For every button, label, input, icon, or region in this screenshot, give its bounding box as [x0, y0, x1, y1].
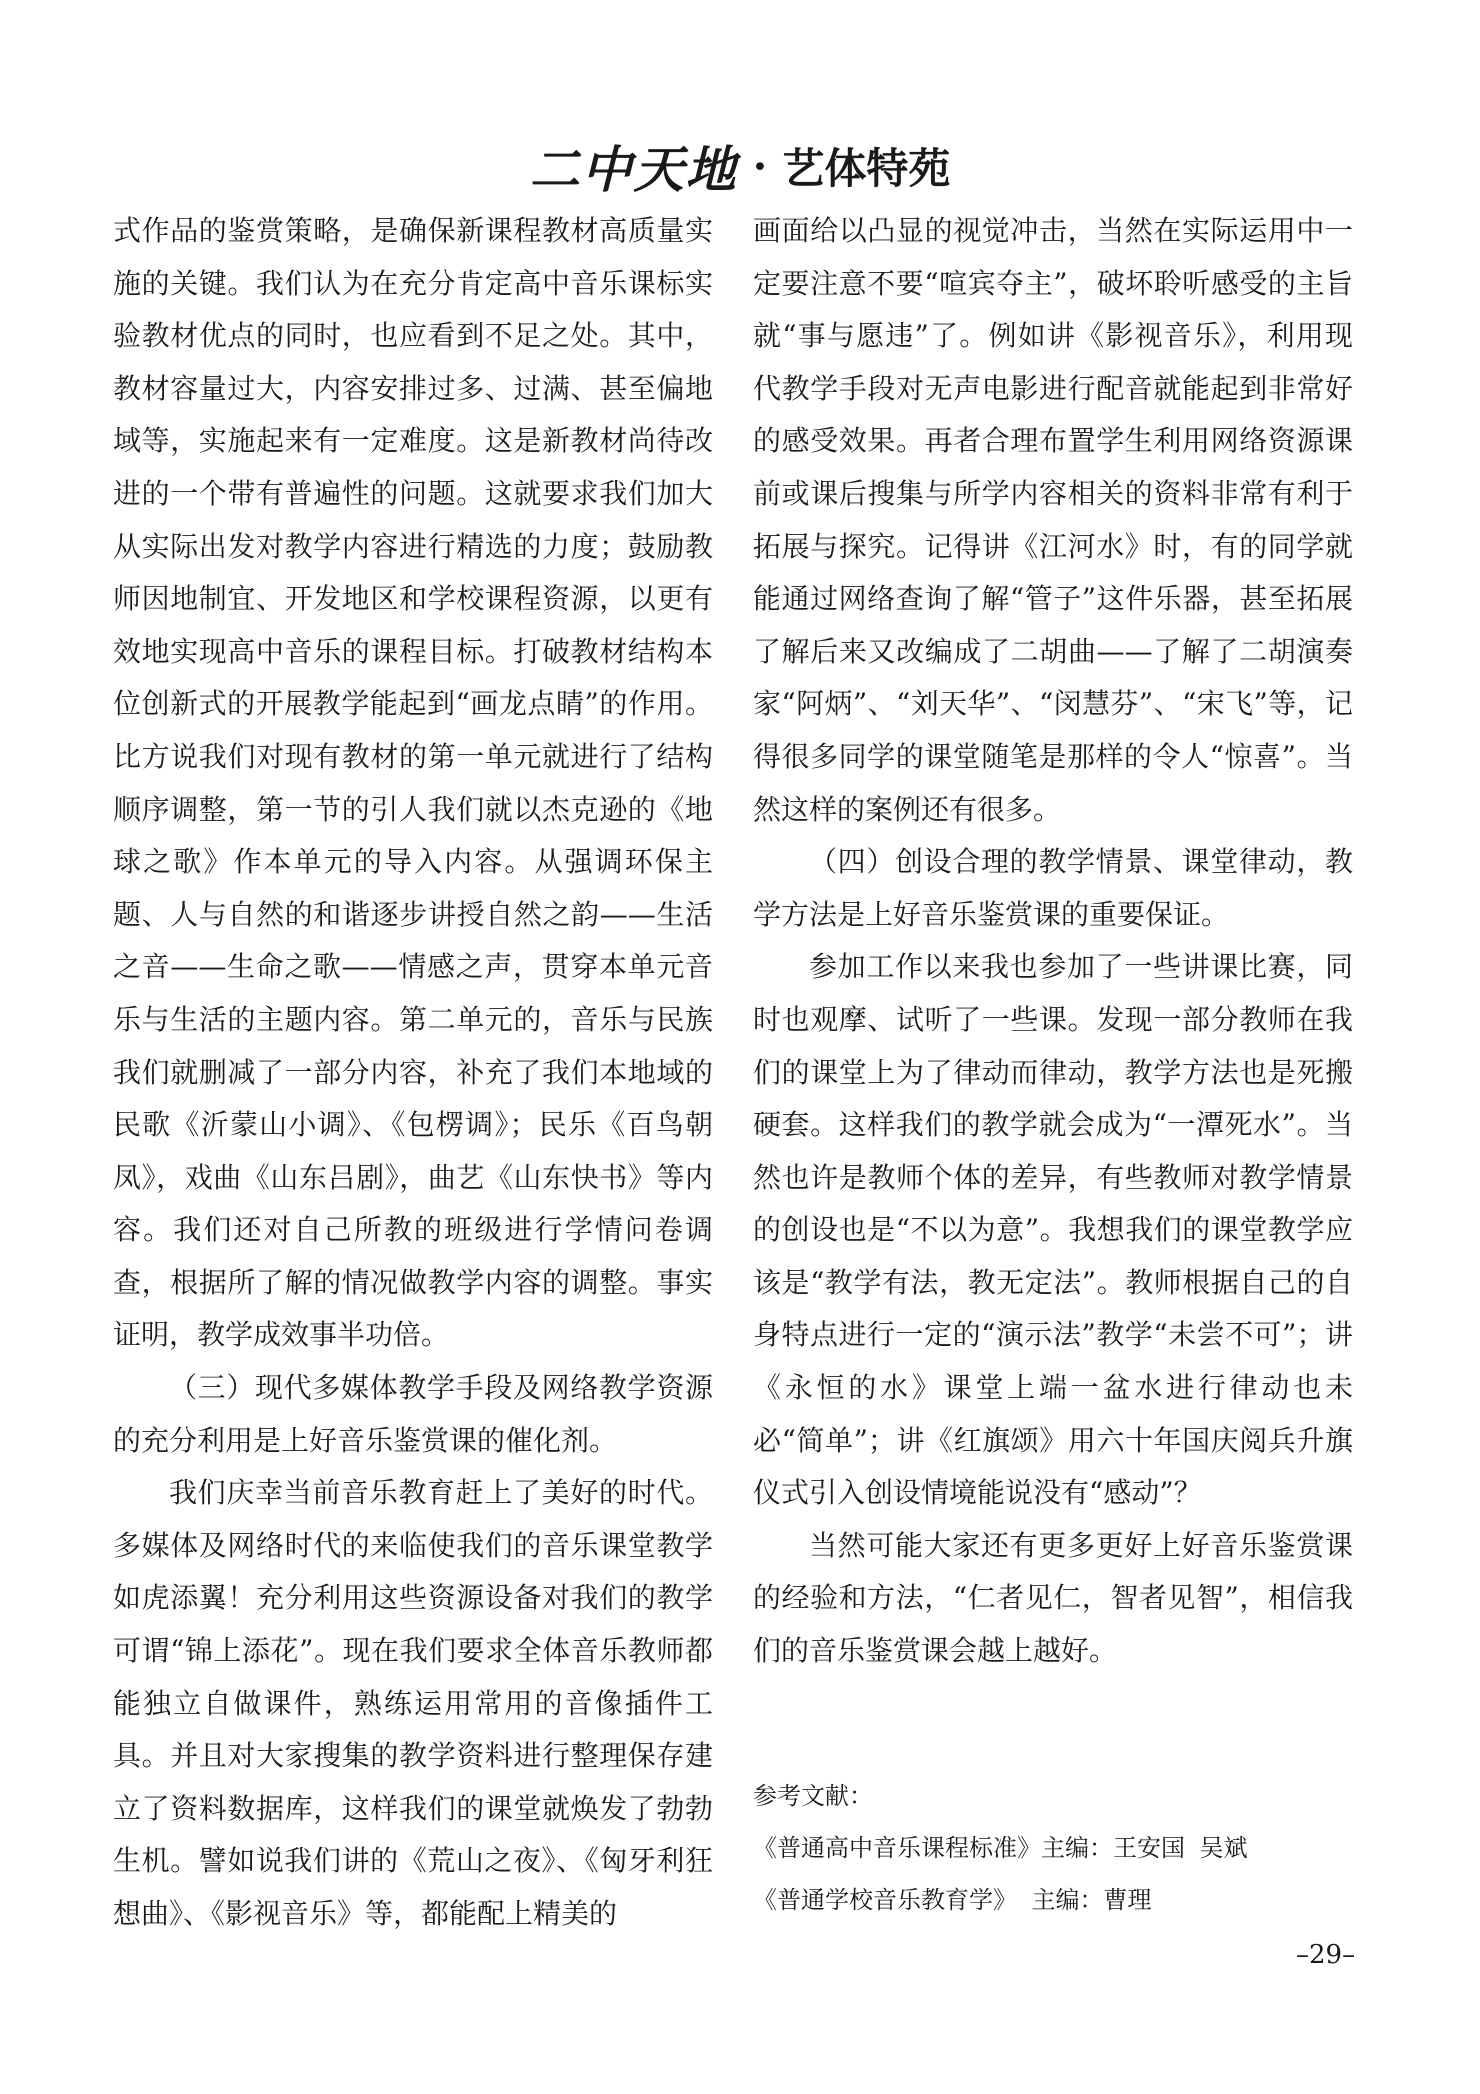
page-number: –29–: [1296, 1940, 1356, 1970]
references-title: 参考文献：: [753, 1782, 873, 1810]
paragraph: （三）现代多媒体教学手段及网络教学资源的充分利用是上好音乐鉴赏课的催化剂。: [113, 1371, 713, 1457]
reference-item: 《普通高中音乐课程标准》主编：王安国 吴斌: [753, 1834, 1248, 1862]
page-header: [0, 130, 1480, 199]
header-section-title: 艺体特苑: [782, 144, 951, 193]
paragraph: （四）创设合理的教学情景、课堂律动，教学方法是上好音乐鉴赏课的重要保证。: [753, 845, 1353, 931]
references: [753, 1770, 1393, 1926]
paragraph: 参加工作以来我也参加了一些讲课比赛，同时也观摩、试听了一些课。发现一部分教师在我们的课堂上为了律动而律动，教学方法也是死搬硬套。这样我们的教学就会成为“一潭死水”。当然也许是教师个体的差异，有些教师对教学情景的创设也是“不以为意”。我想我们的课堂教学应该是“教学有法，教无定法”。教师根据自己的自身特点进行一定的“演示法”教学“未尝不可”；讲《永恒的水》课堂上端一盆水进行律动也未必“简单”；讲《红旗颂》用六十年国庆阅兵升旗仪式引入创设情境能说没有“感动”？: [753, 950, 1353, 1510]
reference-item: 《普通学校音乐教育学》 主编：曹理: [753, 1886, 1152, 1914]
paragraph: 画面给以凸显的视觉冲击，当然在实际运用中一定要注意不要“喧宾夺主”，破坏聆听感受的主旨就“事与愿违”了。例如讲《影视音乐》，利用现代教学手段对无声电影进行配音就能起到非常好的感受效果。再者合理布置学生利用网络资源课前或课后搜集与所学内容相关的资料非常有利于拓展与探究。记得讲《江河水》时，有的同学就能通过网络查询了解“管子”这件乐器，甚至拓展了解后来又改编成了二胡曲——了解了二胡演奏家“阿炳”、“刘天华”、“闵慧芬”、“宋飞”等，记得很多同学的课堂随笔是那样的令人“惊喜”。当然这样的案例还有很多。: [753, 214, 1353, 826]
paragraph: 式作品的鉴赏策略，是确保新课程教材高质量实施的关键。我们认为在充分肯定高中音乐课标实验教材优点的同时，也应看到不足之处。其中，教材容量过大，内容安排过多、过满、甚至偏地域等，实施起来有一定难度。这是新教材尚待改进的一个带有普遍性的问题。这就要求我们加大从实际出发对教学内容进行精选的力度；鼓励教师因地制宜、开发地区和学校课程资源，以更有效地实现高中音乐的课程目标。打破教材结构本位创新式的开展教学能起到“画龙点睛”的作用。比方说我们对现有教材的第一单元就进行了结构顺序调整，第一节的引人我们就以杰克逊的《地球之歌》作本单元的导入内容。从强调环保主题、人与自然的和谐逐步讲授自然之韵——生活之音——生命之歌——情感之声，贯穿本单元音乐与生活的主题内容。第二单元的，音乐与民族我们就删减了一部分内容，补充了我们本地域的民歌《沂蒙山小调》、《包楞调》；民乐《百鸟朝凤》，戏曲《山东吕剧》，曲艺《山东快书》等内容。我们还对自己所教的班级进行学情问卷调查，根据所了解的情况做教学内容的调整。事实证明，教学成效事半功倍。: [113, 214, 713, 1352]
left-column: [113, 205, 713, 1941]
paragraph: 当然可能大家还有更多更好上好音乐鉴赏课的经验和方法，“仁者见仁，智者见智”，相信我们的音乐鉴赏课会越上越好。: [753, 1528, 1353, 1668]
header-separator: ·: [752, 141, 768, 191]
paragraph: 我们庆幸当前音乐教育赶上了美好的时代。多媒体及网络时代的来临使我们的音乐课堂教学如虎添翼！充分利用这些资源设备对我们的教学可谓“锦上添花”。现在我们要求全体音乐教师都能独立自做课件，熟练运用常用的音像插件工具。并且对大家搜集的教学资料进行整理保存建立了资料数据库，这样我们的课堂就焕发了勃勃生机。譬如说我们讲的《荒山之夜》、《匈牙利狂想曲》、《影视音乐》等，都能配上精美的: [113, 1476, 713, 1930]
header-logo: 二中天地: [529, 140, 738, 199]
right-column: [753, 205, 1353, 1678]
